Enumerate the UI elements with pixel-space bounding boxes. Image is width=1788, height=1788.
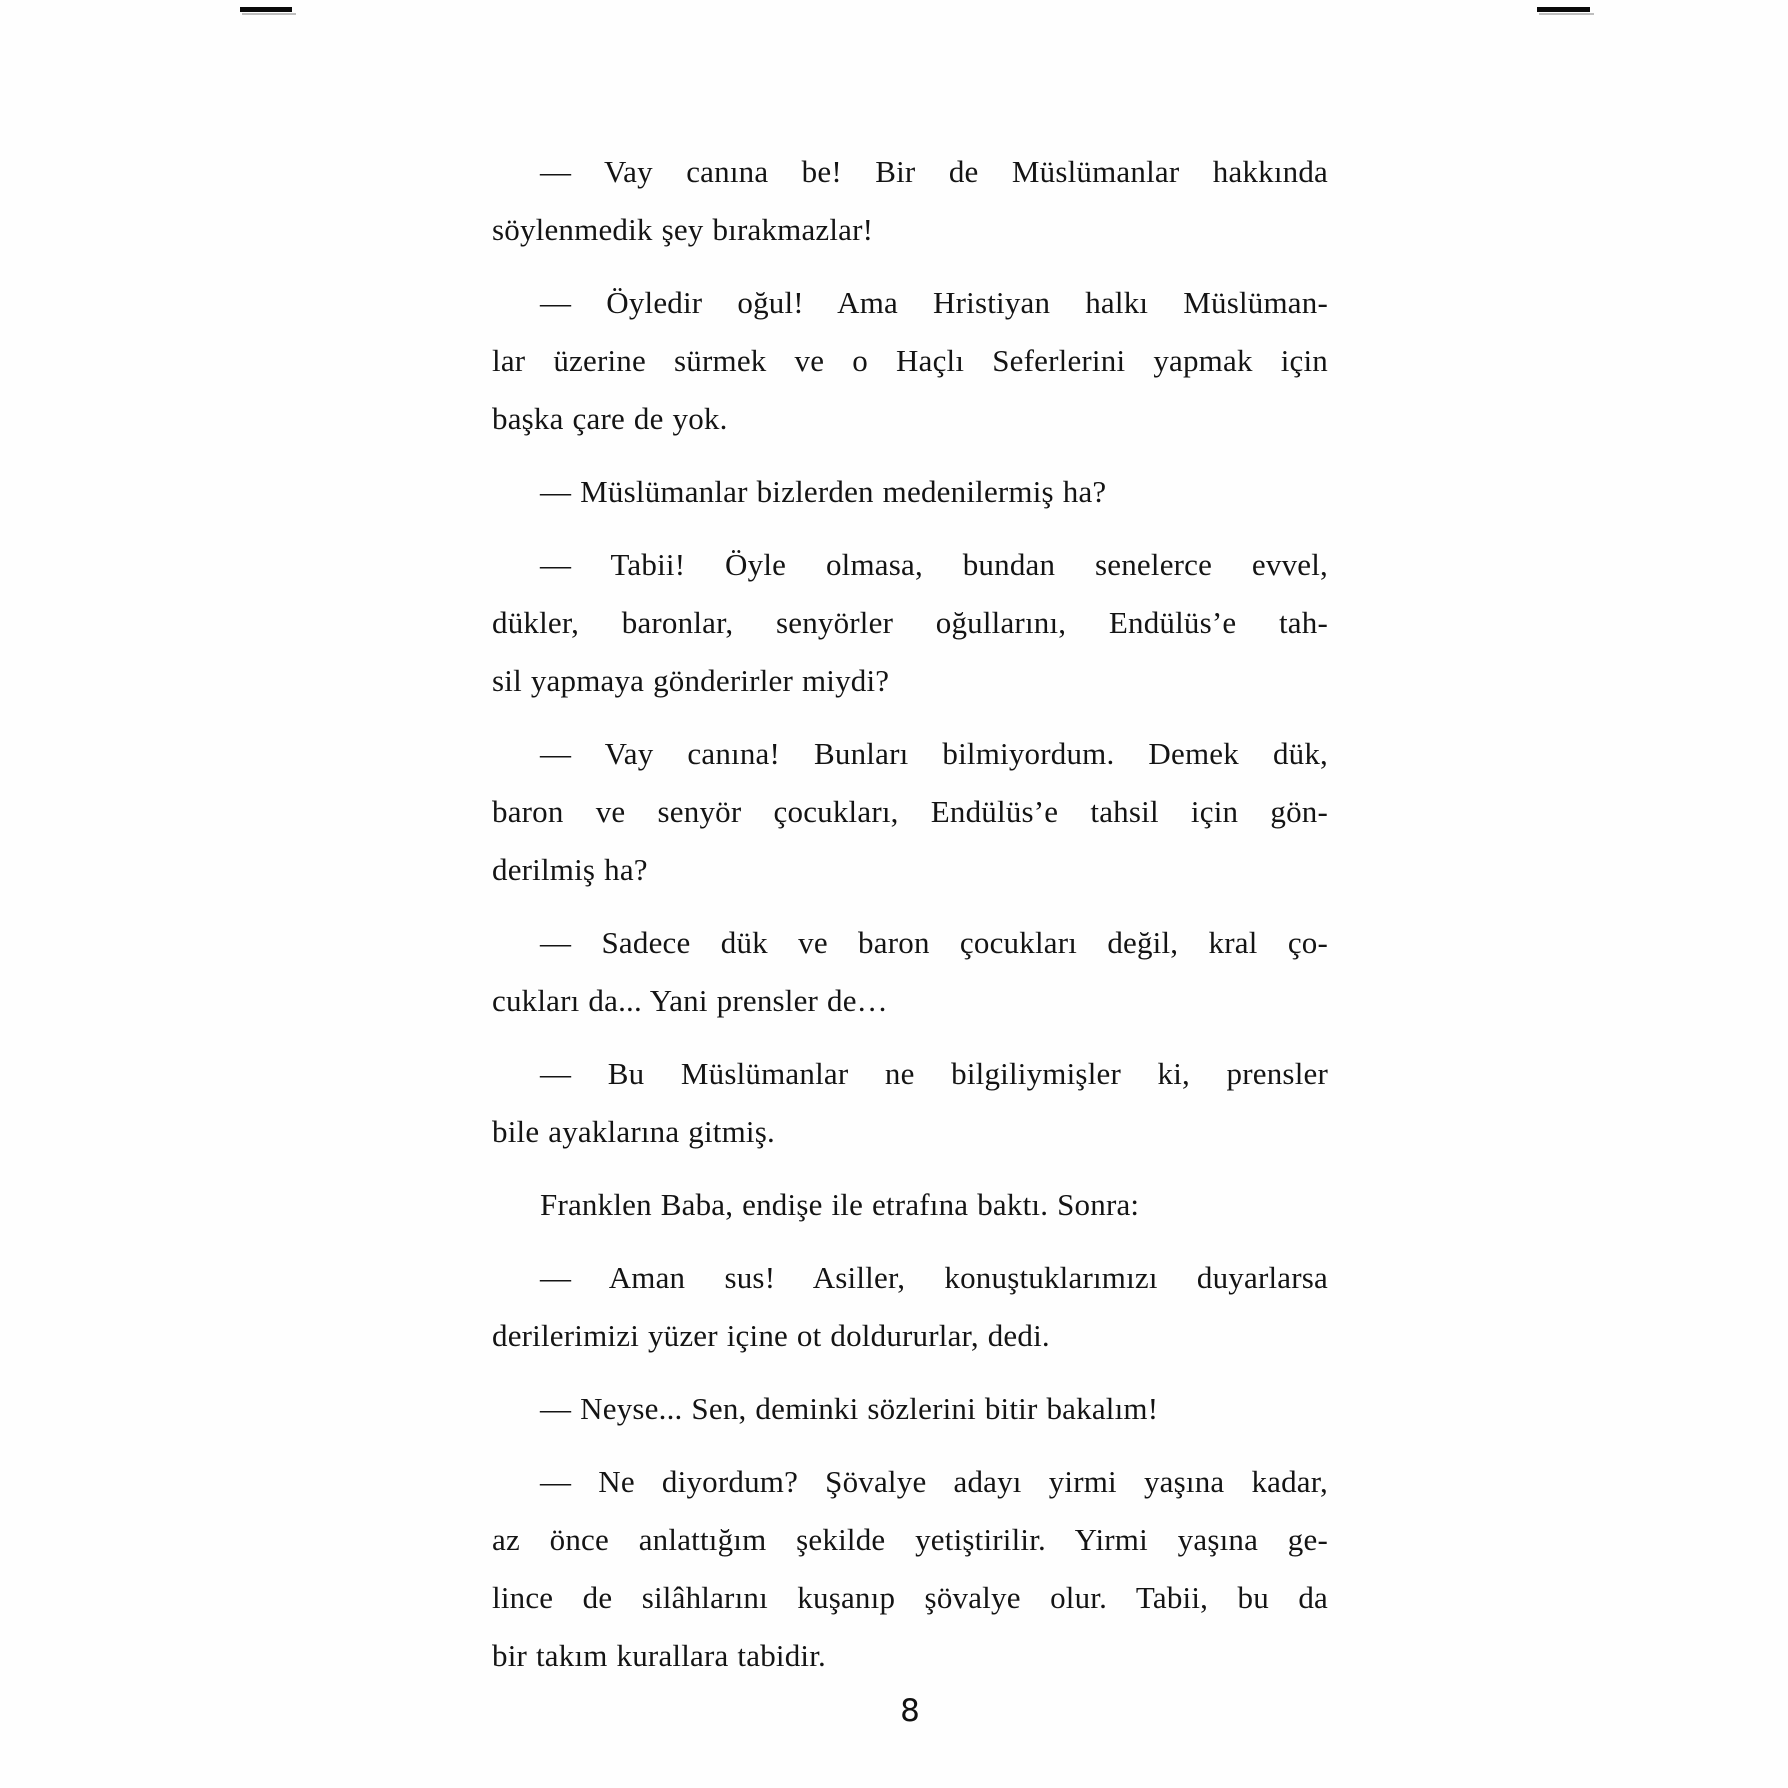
text-line: — Bu Müslümanlar ne bilgiliymişler ki, prensler bbox=[540, 1056, 1328, 1091]
text-line: cukları da... Yani prensler de… bbox=[492, 983, 888, 1018]
top-right-trim-mark bbox=[1537, 7, 1590, 12]
page-number: 8 bbox=[900, 1693, 920, 1729]
text-line: — Vay canına be! Bir de Müslümanlar hakkında bbox=[540, 154, 1328, 189]
paragraph bbox=[492, 536, 1328, 710]
text-line: söylenmedik şey bırakmazlar! bbox=[492, 212, 874, 247]
text-line: az önce anlattığım şekilde yetiştirilir. Yirmi yaşına ge- bbox=[492, 1522, 1328, 1557]
text-line: Franklen Baba, endişe ile etrafına baktı. Sonra: bbox=[540, 1187, 1140, 1222]
paragraph bbox=[492, 1045, 1328, 1161]
text-line: — Ne diyordum? Şövalye adayı yirmi yaşına kadar, bbox=[540, 1464, 1328, 1499]
text-line: başka çare de yok. bbox=[492, 401, 728, 436]
text-line: bile ayaklarına gitmiş. bbox=[492, 1114, 775, 1149]
text-line: derilerimizi yüzer içine ot doldururlar, dedi. bbox=[492, 1318, 1050, 1353]
paragraph bbox=[492, 1453, 1328, 1685]
paragraph bbox=[492, 1176, 1328, 1234]
paragraph bbox=[492, 1249, 1328, 1365]
text-line: baron ve senyör çocukları, Endülüs’e tahsil için gön- bbox=[492, 794, 1328, 829]
paragraph bbox=[492, 463, 1328, 521]
paragraph bbox=[492, 1380, 1328, 1438]
text-line: lar üzerine sürmek ve o Haçlı Seferlerini yapmak için bbox=[492, 343, 1328, 378]
text-line: dükler, baronlar, senyörler oğullarını, Endülüs’e tah- bbox=[492, 605, 1328, 640]
text-line: — Vay canına! Bunları bilmiyordum. Demek dük, bbox=[540, 736, 1328, 771]
text-line: bir takım kurallara tabidir. bbox=[492, 1638, 826, 1673]
text-line: — Tabii! Öyle olmasa, bundan senelerce evvel, bbox=[540, 547, 1328, 582]
paragraph bbox=[492, 143, 1328, 259]
paragraph bbox=[492, 725, 1328, 899]
text-line: — Müslümanlar bizlerden medenilermiş ha? bbox=[540, 474, 1107, 509]
text-line: lince de silâhlarını kuşanıp şövalye olur. Tabii, bu da bbox=[492, 1580, 1328, 1615]
text-line: — Sadece dük ve baron çocukları değil, kral ço- bbox=[540, 925, 1328, 960]
text-line: sil yapmaya gönderirler miydi? bbox=[492, 663, 890, 698]
text-line: — Aman sus! Asiller, konuştuklarımızı duyarlarsa bbox=[540, 1260, 1328, 1295]
text-line: — Öyledir oğul! Ama Hristiyan halkı Müslüman- bbox=[540, 285, 1328, 320]
paragraph bbox=[492, 274, 1328, 448]
text-line: — Neyse... Sen, deminki sözlerini bitir bakalım! bbox=[540, 1391, 1159, 1426]
page-text-block bbox=[492, 143, 1328, 1700]
top-left-trim-mark bbox=[240, 7, 292, 12]
paragraph bbox=[492, 914, 1328, 1030]
text-line: derilmiş ha? bbox=[492, 852, 648, 887]
